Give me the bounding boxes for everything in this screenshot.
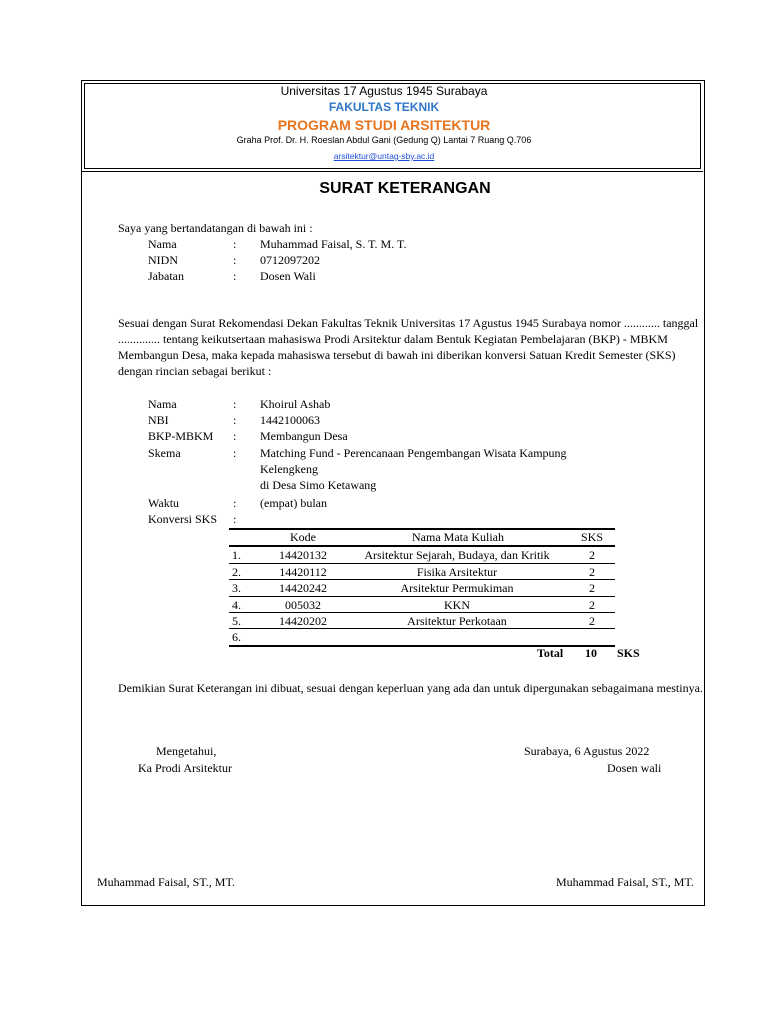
row-rule bbox=[229, 563, 615, 564]
row-number: 1. bbox=[232, 548, 241, 562]
row-kode: 14420132 bbox=[279, 548, 327, 562]
row-nama-mk: Fisika Arsitektur bbox=[416, 565, 498, 579]
colon: : bbox=[233, 429, 237, 443]
row-rule bbox=[229, 579, 615, 580]
row-number: 4. bbox=[232, 598, 241, 612]
row-kode: 005032 bbox=[285, 598, 321, 612]
sign-left-name: Muhammad Faisal, ST., MT. bbox=[97, 875, 235, 889]
header-nama-mk: Nama Mata Kuliah bbox=[412, 530, 504, 544]
student-skema-line3: di Desa Simo Ketawang bbox=[260, 478, 377, 492]
signer-position-label: Jabatan bbox=[148, 269, 184, 283]
signer-name: Muhammad Faisal, S. T. M. T. bbox=[260, 237, 407, 251]
sign-right-line1: Surabaya, 6 Agustus 2022 bbox=[524, 744, 650, 758]
row-number: 3. bbox=[232, 581, 241, 595]
header-kode: Kode bbox=[290, 530, 316, 544]
row-rule bbox=[229, 596, 615, 597]
letterhead-divider bbox=[82, 171, 703, 172]
row-kode: 14420112 bbox=[279, 565, 327, 579]
row-rule bbox=[229, 612, 615, 613]
row-sks: 2 bbox=[589, 581, 595, 595]
sign-right-line2: Dosen wali bbox=[607, 761, 662, 775]
row-nama-mk: KKN bbox=[444, 598, 470, 612]
sign-left-line1: Mengetahui, bbox=[156, 744, 217, 758]
row-kode: 14420202 bbox=[279, 614, 327, 628]
student-waktu: (empat) bulan bbox=[260, 496, 327, 510]
table-header-rule bbox=[229, 545, 615, 547]
student-waktu-label: Waktu bbox=[148, 496, 180, 510]
student-name-label: Nama bbox=[148, 397, 177, 411]
colon: : bbox=[233, 413, 237, 427]
row-rule bbox=[229, 628, 615, 629]
total-label: Total bbox=[537, 646, 564, 660]
faculty-name: FAKULTAS TEKNIK bbox=[328, 100, 440, 114]
student-skema-label: Skema bbox=[148, 446, 181, 460]
document-title: SURAT KETERANGAN bbox=[319, 180, 491, 197]
student-bkp: Membangun Desa bbox=[260, 429, 348, 443]
intro-text: Saya yang bertandatangan di bawah ini : bbox=[118, 221, 313, 235]
colon: : bbox=[233, 512, 237, 526]
colon: : bbox=[233, 496, 237, 510]
student-nbi: 1442100063 bbox=[260, 413, 320, 427]
signer-nidn-label: NIDN bbox=[148, 253, 178, 267]
row-number: 6. bbox=[232, 630, 241, 644]
header-sks: SKS bbox=[580, 530, 603, 544]
student-skema-line2: Kelengkeng bbox=[260, 462, 318, 476]
row-kode: 14420242 bbox=[279, 581, 327, 595]
colon: : bbox=[233, 397, 237, 411]
student-bkp-label: BKP-MBKM bbox=[148, 429, 214, 443]
row-sks: 2 bbox=[589, 565, 595, 579]
row-number: 2. bbox=[232, 565, 241, 579]
row-nama-mk: Arsitektur Sejarah, Budaya, dan Kritik bbox=[364, 548, 550, 562]
row-number: 5. bbox=[232, 614, 241, 628]
email-link[interactable]: arsitektur@untag-sby.ac.id bbox=[333, 151, 435, 161]
total-value: 10 bbox=[585, 646, 597, 660]
colon: : bbox=[233, 269, 237, 283]
sign-left-line2: Ka Prodi Arsitektur bbox=[138, 761, 232, 775]
letter-frame bbox=[81, 80, 705, 906]
program-name: PROGRAM STUDI ARSITEKTUR bbox=[277, 117, 491, 133]
row-sks: 2 bbox=[589, 548, 595, 562]
student-skema-line1: Matching Fund - Perencanaan Pengembangan Wisata Kampung bbox=[260, 446, 567, 460]
body-paragraph: Sesuai dengan Surat Rekomendasi Dekan Fakultas Teknik Universitas 17 Agustus 1945 Surabaya nomor ............ tanggal .............. tentang keikutsertaan mahasiswa Prodi Arsitektur dalam Bentuk Kegiatan Pembelajaran (BKP) - MBKM Membangun Desa, maka kepada mahasiswa tersebut di bawah ini diberikan konversi Satuan Kredit Semester (SKS) dengan rincian sebagai berikut : bbox=[118, 316, 699, 378]
row-nama-mk: Arsitektur Perkotaan bbox=[407, 614, 507, 628]
sign-right-name: Muhammad Faisal, ST., MT. bbox=[556, 875, 694, 889]
colon: : bbox=[233, 446, 237, 460]
student-name: Khoirul Ashab bbox=[260, 397, 331, 411]
address: Graha Prof. Dr. H. Roeslan Abdul Gani (Gedung Q) Lantai 7 Ruang Q.706 bbox=[236, 135, 532, 145]
row-sks: 2 bbox=[589, 614, 595, 628]
row-nama-mk: Arsitektur Permukiman bbox=[400, 581, 514, 595]
total-unit: SKS bbox=[617, 646, 640, 660]
university-name: Universitas 17 Agustus 1945 Surabaya bbox=[280, 84, 488, 98]
colon: : bbox=[233, 237, 237, 251]
row-sks: 2 bbox=[589, 598, 595, 612]
student-nbi-label: NBI bbox=[148, 413, 169, 427]
signer-name-label: Nama bbox=[148, 237, 177, 251]
closing-paragraph: Demikian Surat Keterangan ini dibuat, sesuai dengan keperluan yang ada dan untuk dipergunakan sebagaimana mestinya. bbox=[118, 681, 703, 695]
signer-position: Dosen Wali bbox=[260, 269, 316, 283]
student-konversi-label: Konversi SKS bbox=[148, 512, 218, 526]
colon: : bbox=[233, 253, 237, 267]
signer-nidn: 0712097202 bbox=[260, 253, 320, 267]
